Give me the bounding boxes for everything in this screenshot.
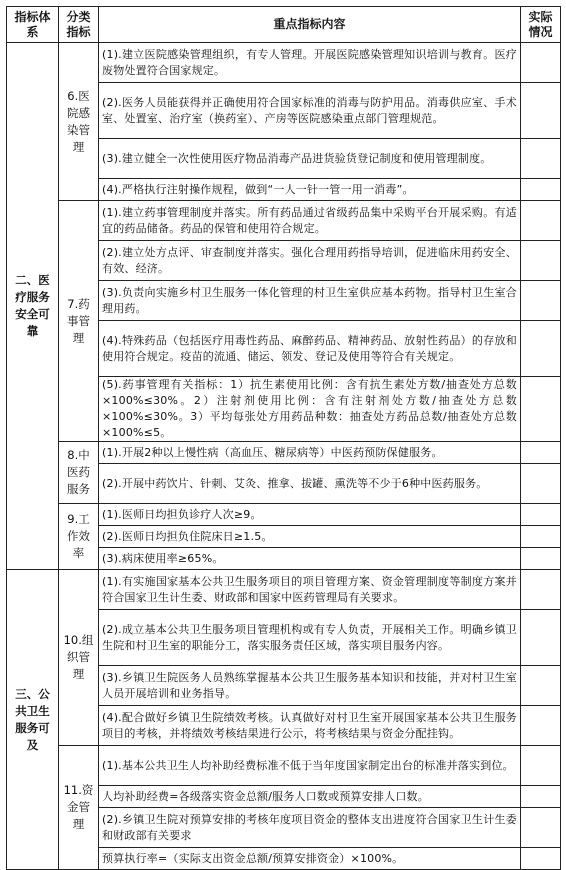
table-row	[7, 201, 561, 241]
category-cell: 9.工作效率	[59, 504, 99, 570]
indicator-item: (3).负责向实施乡村卫生服务一体化管理的村卫生室供应基本药物。指导村卫生室合理用药。	[99, 281, 521, 321]
header-system: 指标体系	[7, 7, 59, 43]
actual-cell[interactable]	[521, 321, 561, 377]
category-cell: 6.医院感染管理	[59, 43, 99, 201]
indicator-item: (3).病床使用率≥65%。	[99, 548, 521, 570]
category-cell: 11.资金管理	[59, 746, 99, 870]
indicator-item: (4).配合做好乡镇卫生院绩效考核。认真做好对村卫生室开展国家基本公共卫生服务项目的考核，并将绩效考核结果进行公示，将考核结果与资金分配挂钩。	[99, 706, 521, 746]
indicator-item: (2).成立基本公共卫生服务项目管理机构或有专人负责，开展相关工作。明确乡镇卫生院和村卫生室的职能分工，落实服务责任区域，落实项目服务内容。	[99, 610, 521, 666]
actual-cell[interactable]	[521, 377, 561, 442]
actual-cell[interactable]	[521, 504, 561, 526]
indicator-table	[6, 6, 561, 870]
indicator-item: (2).建立处方点评、审查制度并落实。强化合理用药指导培训，促进临床用药安全、有效、经济。	[99, 241, 521, 281]
actual-cell[interactable]	[521, 570, 561, 610]
indicator-item: (2).开展中药饮片、针刺、艾灸、推拿、拔罐、熏洗等不少于6种中医药服务。	[99, 464, 521, 504]
actual-cell[interactable]	[521, 281, 561, 321]
indicator-item: (4).严格执行注射操作规程，做到“一人一针一管一用一消毒”。	[99, 179, 521, 201]
indicator-item: (1).基本公共卫生人均补助经费标准不低于当年度国家制定出台的标准并落实到位。	[99, 746, 521, 786]
indicator-item: (5).药事管理有关指标：1）抗生素使用比例：含有抗生素处方数/抽查处方总数×100%≤30%。2）注射剂使用比例：含有注射剂处方数/抽查处方总数×100%≤30%。3）平均每张处方用药品种数：抽查处方药品总数/抽查处方总数×100%≤5。	[99, 377, 521, 442]
indicator-item: (1).有实施国家基本公共卫生服务项目的项目管理方案、资金管理制度等制度方案并符合国家卫生计生委、财政部和国家中医药管理局有关要求。	[99, 570, 521, 610]
header-category: 分类指标	[59, 7, 99, 43]
actual-cell[interactable]	[521, 548, 561, 570]
actual-cell[interactable]	[521, 666, 561, 706]
system-cell: 二、医疗服务安全可靠	[7, 43, 59, 570]
actual-cell[interactable]	[521, 464, 561, 504]
actual-cell[interactable]	[521, 179, 561, 201]
indicator-item: (2).医师日均担负住院床日≥1.5。	[99, 526, 521, 548]
indicator-item: (3).建立健全一次性使用医疗物品消毒产品进货验货登记制度和使用管理制度。	[99, 139, 521, 179]
actual-cell[interactable]	[521, 610, 561, 666]
actual-cell[interactable]	[521, 786, 561, 808]
indicator-item: (2).乡镇卫生院对预算安排的考核年度项目资金的整体支出进度符合国家卫生计生委和财政部有关要求	[99, 808, 521, 848]
actual-cell[interactable]	[521, 241, 561, 281]
actual-cell[interactable]	[521, 43, 561, 83]
header-row	[7, 7, 561, 43]
table-row	[7, 570, 561, 610]
indicator-item: 预算执行率=（实际支出资金总额/预算安排资金）×100%。	[99, 848, 521, 870]
actual-cell[interactable]	[521, 139, 561, 179]
actual-cell[interactable]	[521, 808, 561, 848]
actual-cell[interactable]	[521, 848, 561, 870]
category-cell: 10.组织管理	[59, 570, 99, 746]
indicator-item: (1).医师日均担负诊疗人次≥9。	[99, 504, 521, 526]
actual-cell[interactable]	[521, 526, 561, 548]
actual-cell[interactable]	[521, 706, 561, 746]
indicator-item: (3).乡镇卫生院医务人员熟练掌握基本公共卫生服务基本知识和技能，并对村卫生室人员开展培训和业务指导。	[99, 666, 521, 706]
indicator-item: 人均补助经费=各级落实资金总额/服务人口数或预算安排人口数。	[99, 786, 521, 808]
system-cell: 三、公共卫生服务可及	[7, 570, 59, 870]
category-cell: 8.中医药服务	[59, 442, 99, 504]
table-row	[7, 746, 561, 786]
table-row	[7, 43, 561, 83]
indicator-item: (4).特殊药品（包括医疗用毒性药品、麻醉药品、精神药品、放射性药品）的存放和使用符合规定。疫苗的流通、储运、领发、登记及使用等符合有关规定。	[99, 321, 521, 377]
indicator-item: (1).建立医院感染管理组织，有专人管理。开展医院感染管理知识培训与教育。医疗废物处置符合国家规定。	[99, 43, 521, 83]
indicator-item: (2).医务人员能获得并正确使用符合国家标准的消毒与防护用品。消毒供应室、手术室、处置室、治疗室（换药室）、产房等医院感染重点部门管理规范。	[99, 83, 521, 139]
indicator-item: (1).建立药事管理制度并落实。所有药品通过省级药品集中采购平台开展采购。有适宜的药品储备。药品的保管和使用符合规定。	[99, 201, 521, 241]
category-cell: 7.药事管理	[59, 201, 99, 442]
actual-cell[interactable]	[521, 201, 561, 241]
header-content: 重点指标内容	[99, 7, 521, 43]
header-actual: 实际情况	[521, 7, 561, 43]
actual-cell[interactable]	[521, 746, 561, 786]
actual-cell[interactable]	[521, 83, 561, 139]
indicator-item: (1).开展2种以上慢性病（高血压、糖尿病等）中医药预防保健服务。	[99, 442, 521, 464]
table-row	[7, 504, 561, 526]
table-row	[7, 442, 561, 464]
actual-cell[interactable]	[521, 442, 561, 464]
